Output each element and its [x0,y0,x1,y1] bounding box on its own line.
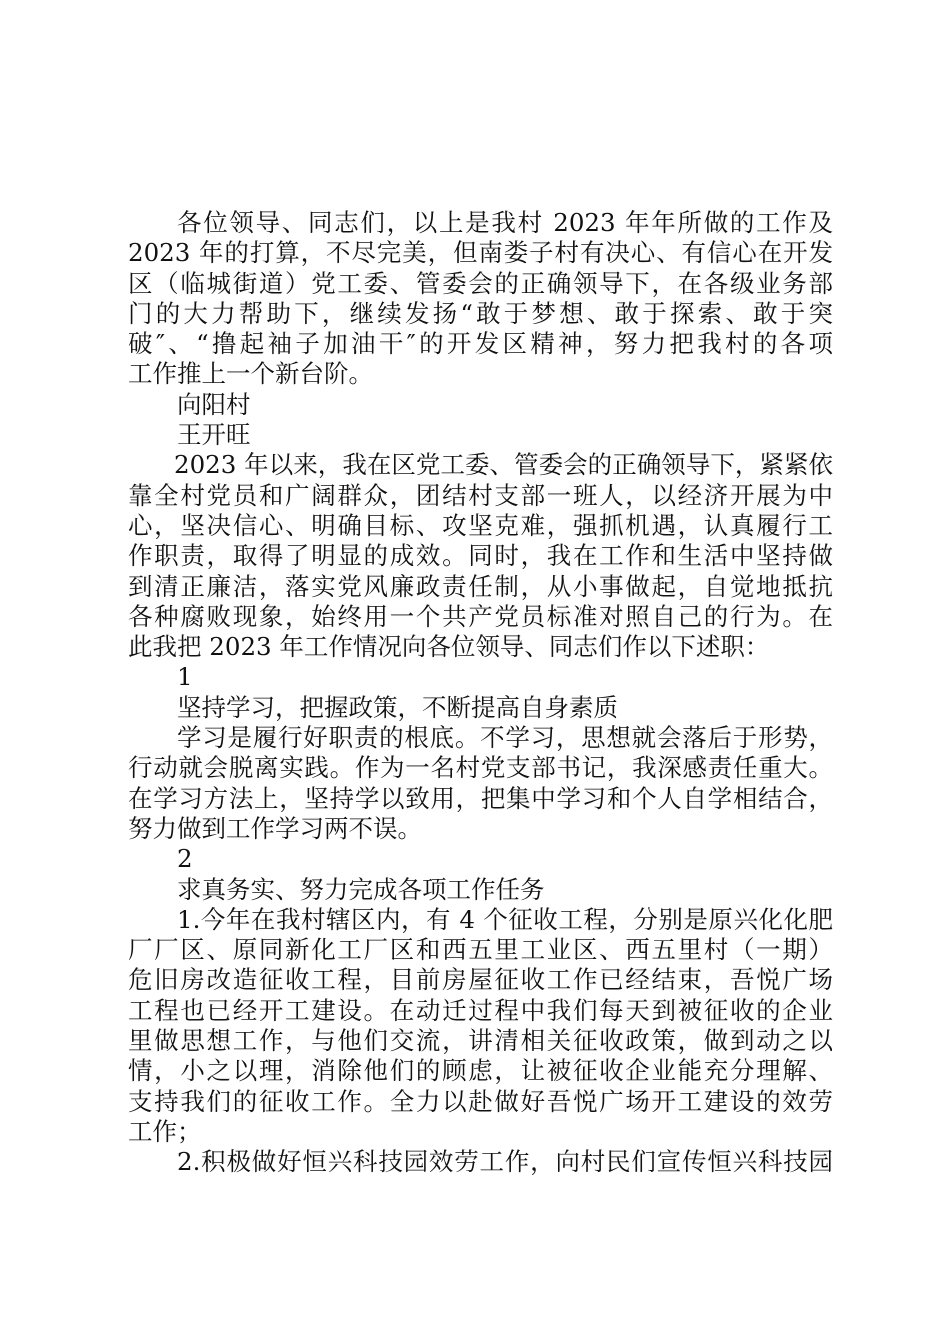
text-line: 破″、“撸起袖子加油干″的开发区精神，努力把我村的各项 [128,329,833,359]
text-line: 2 [177,844,193,874]
text-line: 坚持学习，把握政策，不断提高自身素质 [177,692,618,722]
text-line: 工程也已经开工建设。在动迁过程中我们每天到被征收的企业 [128,995,833,1025]
text-line: 1 [177,662,193,692]
text-line: 王开旺 [177,420,251,450]
text-line: 情，小之以理，消除他们的顾虑，让被征收企业能充分理解、 [128,1056,833,1086]
text-line: 努力做到工作学习两不误。 [128,813,422,843]
text-line: 学习是履行好职责的根底。不学习，思想就会落后于形势， [177,723,833,753]
text-line: 各种腐败现象，始终用一个共产党员标准对照自己的行为。在 [128,601,833,631]
text-line: 2023 年以来，我在区党工委、管委会的正确领导下，紧紧依 [174,450,833,480]
text-line: 各位领导、同志们，以上是我村 2023 年年所做的工作及 [177,208,833,237]
text-line: 厂厂区、原同新化工厂区和西五里工业区、西五里村（一期） [128,935,833,965]
document-body [128,208,833,1178]
text-line: 此我把 2023 年工作情况向各位领导、同志们作以下述职： [128,632,770,662]
text-line: 靠全村党员和广阔群众，团结村支部一班人，以经济开展为中 [128,480,833,510]
text-line: 向阳村 [177,389,251,419]
text-line: 2.积极做好恒兴科技园效劳工作，向村民们宣传恒兴科技园 [177,1147,833,1177]
text-line: 危旧房改造征收工程，目前房屋征收工作已经结束，吾悦广场 [128,965,833,995]
text-line: 1.今年在我村辖区内，有 4 个征收工程，分别是原兴化化肥 [177,904,833,934]
text-line: 工作推上一个新台阶。 [128,359,373,389]
text-line: 区（临城街道）党工委、管委会的正确领导下，在各级业务部 [128,268,833,298]
text-line: 到清正廉洁，落实党风廉政责任制，从小事做起，自觉地抵抗 [128,571,833,601]
text-line: 行动就会脱离实践。作为一名村党支部书记，我深感责任重大。 [128,753,833,783]
text-line: 在学习方法上，坚持学以致用，把集中学习和个人自学相结合， [128,783,833,813]
text-line: 求真务实、努力完成各项工作任务 [177,874,545,904]
text-line: 工作； [128,1116,202,1146]
text-line: 2023 年的打算，不尽完美，但南娄子村有决心、有信心在开发 [128,238,833,268]
text-line: 心，坚决信心、明确目标、攻坚克难，强抓机遇，认真履行工 [128,510,833,540]
text-line: 门的大力帮助下，继续发扬“敢于梦想、敢于探索、敢于突 [128,298,833,328]
text-line: 支持我们的征收工作。全力以赴做好吾悦广场开工建设的效劳 [128,1086,833,1116]
text-line: 作职责，取得了明显的成效。同时，我在工作和生活中坚持做 [128,541,833,571]
text-line: 里做思想工作，与他们交流，讲清相关征收政策，做到动之以 [128,1026,833,1056]
